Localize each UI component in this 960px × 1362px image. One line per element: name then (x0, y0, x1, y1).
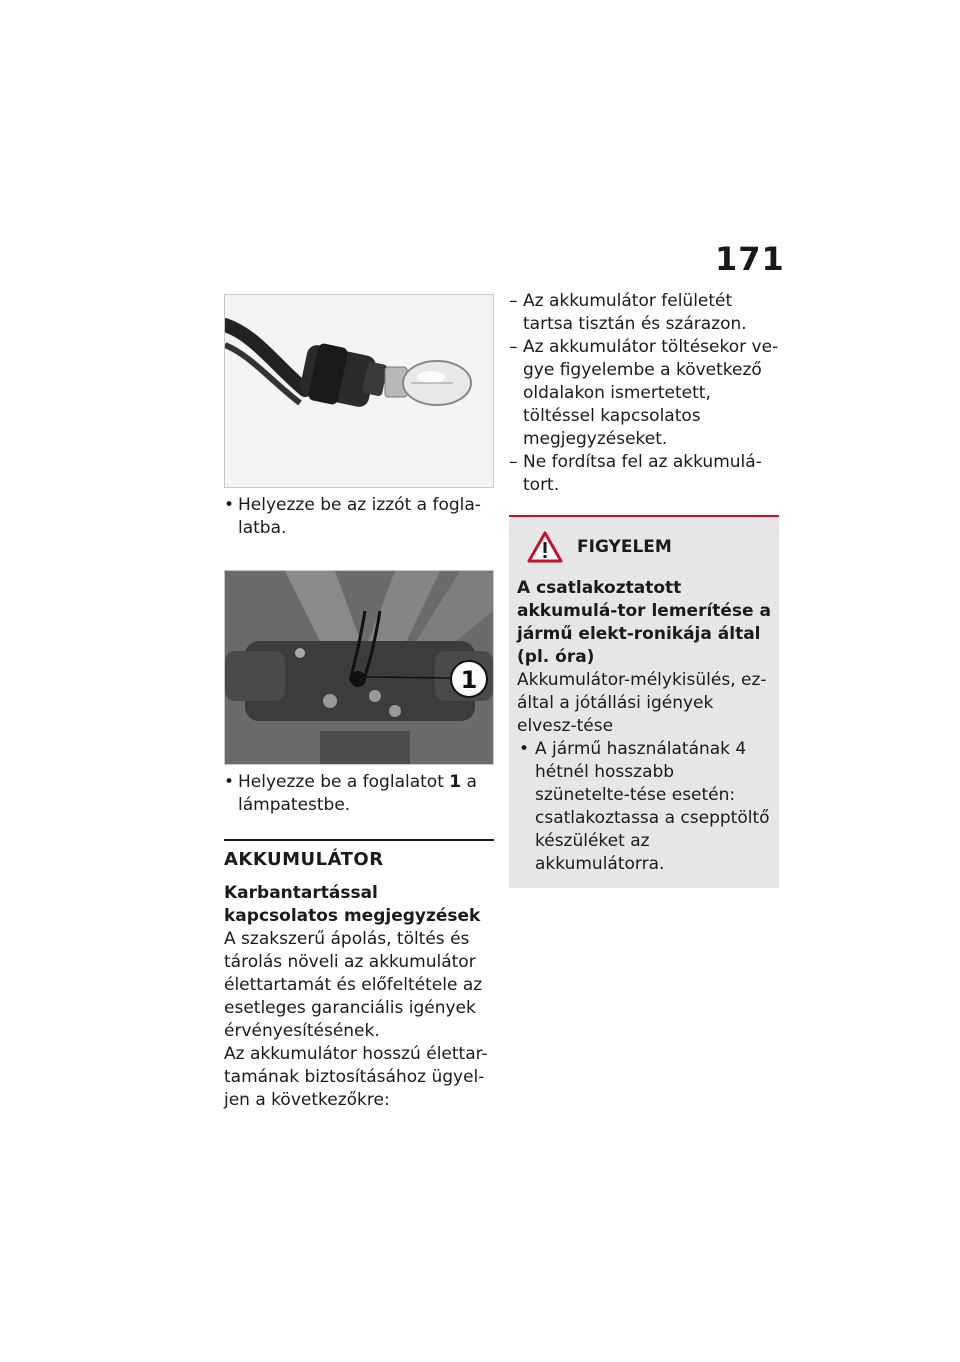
right-column (509, 290, 779, 888)
figure2-caption-ref: 1 (449, 772, 462, 792)
warning-header (517, 531, 771, 563)
figure2-caption (224, 771, 494, 817)
figure1-caption: • Helyezze be az izzót a fogla-latba. (224, 494, 494, 540)
section-title: AKKUMULÁTOR (224, 849, 384, 870)
figure2-callout-number: 1 (460, 666, 478, 694)
figure2-caption-pre: Helyezze be a foglalatot (238, 772, 450, 792)
page-number: 171 (715, 240, 785, 278)
warning-bullet: • A jármű használatának 4 hétnél hosszabb szünetelte-tése esetén: csatlakoztassa a csepptöltő készüléket az akkumulátorra. (517, 738, 771, 876)
figure2-caption-post: a lámpatestbe. (238, 772, 477, 815)
headlight-housing-illustration (225, 571, 493, 764)
warning-triangle-icon (527, 531, 563, 563)
warning-title: FIGYELEM (577, 537, 672, 557)
headlight-housing-figure (224, 570, 494, 765)
warning-box (509, 515, 779, 888)
left-column (224, 294, 494, 1112)
list-item: – Ne fordítsa fel az akkumulá-tort. (509, 451, 779, 497)
bulb-socket-illustration (225, 295, 493, 487)
warning-text: Akkumulátor-mélykisülés, ez-által a jótállási igények elvesz-tése (517, 670, 767, 736)
list-item: – Az akkumulátor felületét tartsa tisztán és szárazon. (509, 290, 779, 336)
paragraph-2: Az akkumulátor hosszú élettar-tamának biztosításához ügyel-jen a következőkre: (224, 1044, 488, 1110)
section-divider (224, 839, 494, 841)
paragraph-1: A szakszerű ápolás, töltés és tárolás növeli az akkumulátor élettartamát és előfeltétele az esetleges garanciális igények érvényesítésének. (224, 929, 483, 1041)
list-item: – Az akkumulátor töltésekor ve-gye figyelembe a következő oldalakon ismertetett, töltéssel kapcsolatos megjegyzéseket. (509, 336, 779, 451)
warning-subtitle: A csatlakoztatott akkumulá-tor lemerítése a jármű elekt-ronikája által (pl. óra) (517, 578, 771, 667)
subsection-title: Karbantartással kapcsolatos megjegyzések (224, 883, 481, 926)
bulb-socket-figure (224, 294, 494, 488)
